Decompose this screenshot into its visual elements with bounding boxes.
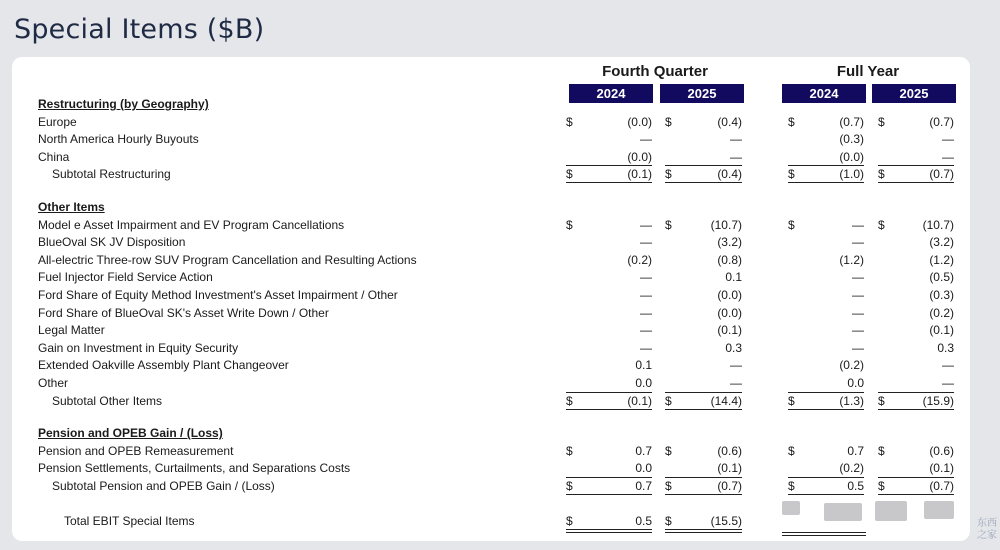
value-cell: 0.7 [635, 479, 652, 493]
subtotal-underline [788, 409, 864, 410]
value-cell: — [852, 288, 864, 302]
value-cell: (0.1) [627, 393, 652, 408]
value-cell: (1.2) [929, 252, 954, 267]
value-cell: (0.7) [929, 479, 954, 493]
value-cell: — [730, 149, 742, 164]
year-header-q4-2025: 2025 [660, 84, 744, 103]
value-cell: (0.2) [627, 252, 652, 267]
value-cell: 0.3 [937, 340, 954, 355]
subtotal-underline [665, 182, 742, 183]
dollar-sign: $ [878, 443, 885, 458]
value-cell: (1.0) [839, 167, 864, 182]
dollar-sign: $ [665, 217, 672, 232]
value-cell: — [852, 323, 864, 338]
value-cell: (0.6) [929, 443, 954, 458]
value-cell: (0.2) [839, 461, 864, 476]
total-value: (15.5) [710, 513, 742, 528]
watermark: 东西 之家 [977, 518, 997, 541]
value-cell: (0.1) [929, 461, 954, 476]
total-value: 0.5 [635, 513, 652, 528]
subtotal-label: Subtotal Restructuring [52, 167, 171, 182]
value-cell: 0.3 [725, 340, 742, 355]
dollar-sign: $ [878, 217, 885, 232]
dollar-sign: $ [566, 114, 573, 129]
blur-artifact [824, 503, 862, 521]
value-cell: — [640, 340, 652, 355]
subtotal-label: Subtotal Other Items [52, 393, 163, 408]
subtotal-underline [878, 409, 954, 410]
value-cell: — [640, 132, 652, 147]
value-cell: — [852, 235, 864, 250]
row-label: BlueOval SK JV Disposition [38, 235, 186, 250]
row-label: All-electric Three-row SUV Program Cancellation and Resulting Actions [38, 252, 417, 267]
value-cell: (0.0) [627, 114, 652, 129]
value-cell: 0.7 [635, 443, 652, 458]
value-cell: — [942, 376, 954, 390]
value-cell: (0.7) [839, 114, 864, 129]
dollar-sign: $ [566, 479, 573, 493]
value-cell: — [852, 340, 864, 355]
subtotal-rule [665, 477, 742, 478]
subtotal-rule [878, 165, 954, 166]
dollar-sign: $ [788, 217, 795, 232]
value-cell: (0.7) [929, 114, 954, 129]
page-title: Special Items ($B) [14, 14, 265, 45]
subtotal-underline [878, 182, 954, 183]
dollar-sign: $ [566, 393, 573, 408]
row-label: Model e Asset Impairment and EV Program Cancellations [38, 217, 345, 232]
blur-artifact [782, 501, 800, 515]
value-cell: (3.2) [929, 235, 954, 250]
row-label: Ford Share of BlueOval SK's Asset Write Down / Other [38, 305, 329, 320]
dollar-sign: $ [665, 443, 672, 458]
value-cell: (0.2) [839, 358, 864, 373]
row-label: Legal Matter [38, 323, 105, 338]
subtotal-rule [665, 392, 742, 393]
value-cell: (0.8) [717, 252, 742, 267]
subtotal-underline [566, 182, 652, 183]
value-cell: (1.2) [839, 252, 864, 267]
value-cell: (0.7) [717, 479, 742, 493]
value-cell: — [730, 132, 742, 147]
dollar-sign: $ [566, 513, 573, 528]
subtotal-rule [566, 165, 652, 166]
subtotal-underline [566, 409, 652, 410]
value-cell: (15.9) [922, 393, 954, 408]
value-cell: 0.1 [635, 358, 652, 373]
blur-artifact [924, 501, 954, 519]
row-label: Extended Oakville Assembly Plant Changeover [38, 358, 289, 373]
value-cell: 0.0 [635, 461, 652, 476]
value-cell: — [942, 149, 954, 164]
value-cell: — [730, 358, 742, 373]
subtotal-label: Subtotal Pension and OPEB Gain / (Loss) [52, 479, 275, 493]
subtotal-rule [665, 165, 742, 166]
row-label: Ford Share of Equity Method Investment's Asset Impairment / Other [38, 288, 398, 302]
dollar-sign: $ [566, 443, 573, 458]
subtotal-underline [878, 494, 954, 495]
value-cell: 0.0 [847, 376, 864, 390]
special-items-table [12, 57, 970, 541]
value-cell: (0.0) [717, 305, 742, 320]
value-cell: 0.5 [847, 479, 864, 493]
value-cell: — [640, 217, 652, 232]
row-label: Fuel Injector Field Service Action [38, 270, 213, 285]
value-cell: (14.4) [710, 393, 742, 408]
value-cell: — [852, 305, 864, 320]
section-title: Pension and OPEB Gain / (Loss) [38, 426, 223, 441]
total-rule [665, 529, 742, 533]
subtotal-underline [788, 182, 864, 183]
value-cell: 0.0 [635, 376, 652, 390]
row-label: China [38, 149, 70, 164]
value-cell: (0.1) [717, 461, 742, 476]
dollar-sign: $ [665, 393, 672, 408]
row-label: Other [38, 376, 69, 390]
value-cell: (0.0) [627, 149, 652, 164]
value-cell: 0.7 [847, 443, 864, 458]
subtotal-underline [566, 494, 652, 495]
value-cell: — [640, 323, 652, 338]
value-cell: (0.1) [627, 167, 652, 182]
value-cell: (0.6) [717, 443, 742, 458]
dollar-sign: $ [788, 167, 795, 182]
value-cell: (0.0) [717, 288, 742, 302]
value-cell: — [852, 270, 864, 285]
value-cell: (0.1) [717, 323, 742, 338]
dollar-sign: $ [788, 443, 795, 458]
value-cell: (0.7) [929, 167, 954, 182]
dollar-sign: $ [566, 167, 573, 182]
value-cell: — [640, 235, 652, 250]
total-rule [566, 529, 652, 533]
value-cell: (0.5) [929, 270, 954, 285]
value-cell: (0.4) [717, 167, 742, 182]
subtotal-underline [788, 494, 864, 495]
row-label: Europe [38, 114, 77, 129]
section-title: Other Items [38, 200, 105, 214]
year-header-q4-2024: 2024 [569, 84, 653, 103]
value-cell: — [640, 288, 652, 302]
value-cell: — [942, 132, 954, 147]
blur-artifact [875, 501, 907, 521]
subtotal-rule [788, 477, 864, 478]
subtotal-rule [566, 477, 652, 478]
dollar-sign: $ [665, 167, 672, 182]
dollar-sign: $ [878, 393, 885, 408]
dollar-sign: $ [878, 167, 885, 182]
value-cell: (0.4) [717, 114, 742, 129]
subtotal-rule [878, 392, 954, 393]
total-rule [782, 532, 866, 536]
value-cell: (0.3) [929, 288, 954, 302]
value-cell: (1.3) [839, 393, 864, 408]
row-label: Gain on Investment in Equity Security [38, 340, 239, 355]
dollar-sign: $ [665, 479, 672, 493]
value-cell: — [640, 305, 652, 320]
dollar-sign: $ [878, 479, 885, 493]
dollar-sign: $ [566, 217, 573, 232]
dollar-sign: $ [788, 479, 795, 493]
section-title: Restructuring (by Geography) [38, 97, 209, 111]
dollar-sign: $ [788, 393, 795, 408]
value-cell: (3.2) [717, 235, 742, 250]
value-cell: (0.1) [929, 323, 954, 338]
dollar-sign: $ [788, 114, 795, 129]
value-cell: — [640, 270, 652, 285]
subtotal-underline [665, 409, 742, 410]
dollar-sign: $ [665, 513, 672, 528]
subtotal-rule [788, 165, 864, 166]
value-cell: (0.0) [839, 149, 864, 164]
subtotal-rule [566, 392, 652, 393]
row-label: Pension and OPEB Remeasurement [38, 443, 234, 458]
value-cell: — [942, 358, 954, 373]
value-cell: (10.7) [710, 217, 742, 232]
dollar-sign: $ [878, 114, 885, 129]
value-cell: (0.2) [929, 305, 954, 320]
total-label: Total EBIT Special Items [64, 513, 195, 528]
header-full-year: Full Year [836, 63, 900, 80]
value-cell: — [730, 376, 742, 390]
subtotal-rule [878, 477, 954, 478]
subtotal-underline [665, 494, 742, 495]
value-cell: — [852, 217, 864, 232]
value-cell: (10.7) [922, 217, 954, 232]
row-label: Pension Settlements, Curtailments, and Separations Costs [38, 461, 351, 476]
value-cell: 0.1 [725, 270, 742, 285]
value-cell: (0.3) [839, 132, 864, 147]
dollar-sign: $ [665, 114, 672, 129]
subtotal-rule [788, 392, 864, 393]
year-header-fy-2024: 2024 [782, 84, 866, 103]
year-header-fy-2025: 2025 [872, 84, 956, 103]
row-label: North America Hourly Buyouts [38, 132, 199, 147]
header-fourth-quarter: Fourth Quarter [602, 63, 708, 80]
